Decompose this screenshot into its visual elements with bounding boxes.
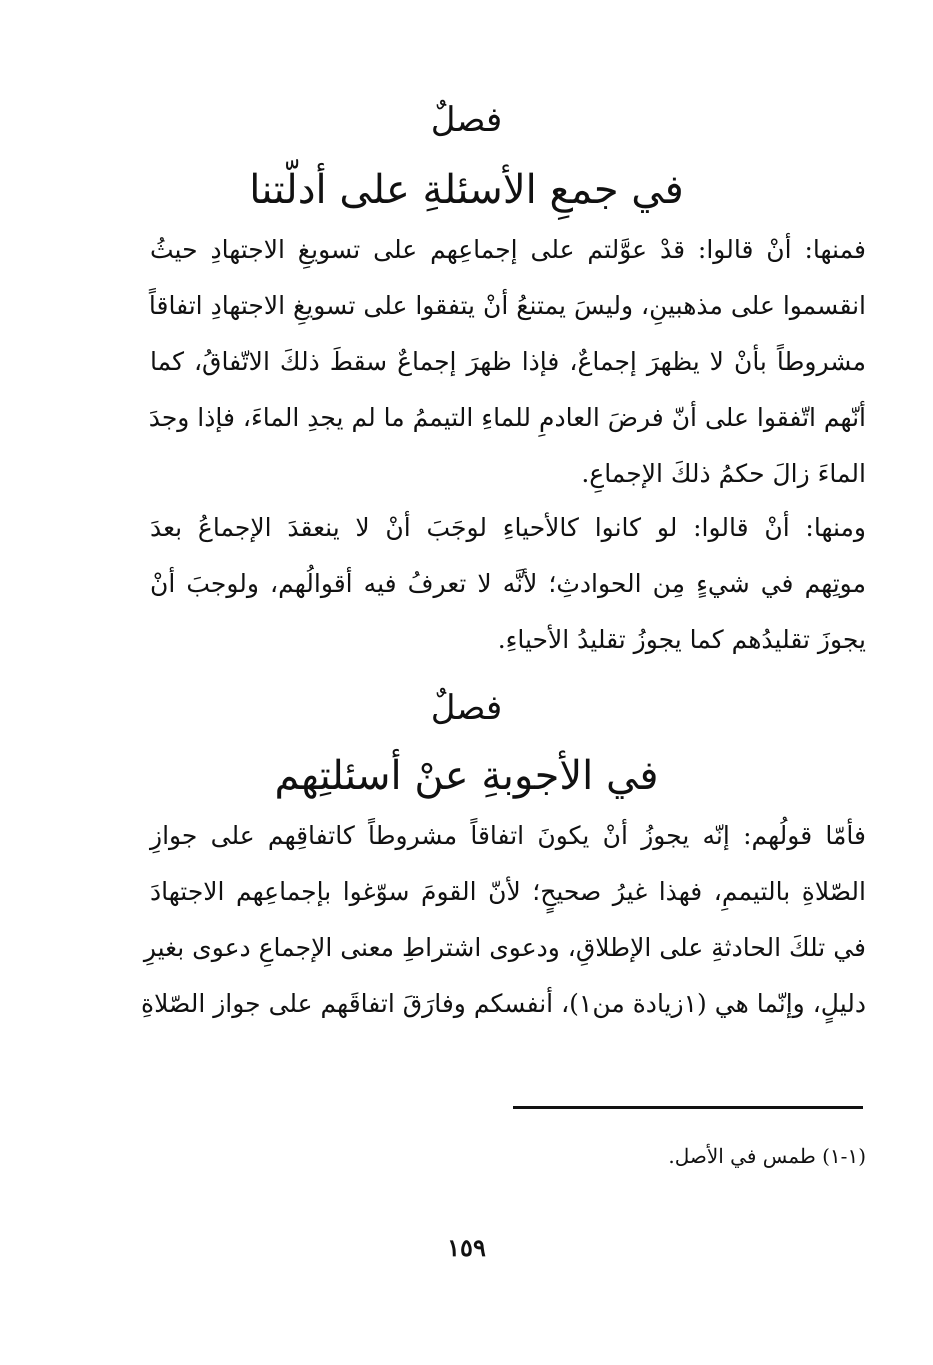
paragraph-2 — [150, 500, 866, 668]
paragraph-1-line-4: أنّهم اتّفقوا على أنّ فرضَ العادمِ للماءِ التيممُ ما لم يجدِ الماءَ، فإذا وجدَ — [148, 403, 866, 432]
paragraph-1-line-5: الماءَ زالَ حكمُ ذلكَ الإجماعِ. — [581, 459, 866, 488]
paragraph-1-line-1: فمنها: أنْ قالوا: قدْ عوَّلتم على إجماعِهم على تسويغِ الاجتهادِ حيثُ — [150, 235, 866, 264]
footnote-separator — [513, 1106, 863, 1109]
section-title-1: في جمعِ الأسئلةِ على أدلّتنا — [249, 167, 684, 213]
paragraph-2-line-2: موتِهم في شيءٍ مِن الحوادثِ؛ لأنَّه لا تعرفُ فيه أقوالُهم، ولوجبَ أنْ — [150, 569, 866, 598]
paragraph-1 — [150, 222, 866, 502]
paragraph-3-line-1: فأمّا قولُهم: إنّه يجوزُ أنْ يكونَ اتفاقاً مشروطاً كاتفاقِهم على جوازِ — [150, 821, 866, 850]
paragraph-2-line-3: يجوزَ تقليدُهم كما يجوزُ تقليدُ الأحياءِ. — [497, 625, 866, 654]
paragraph-2-line-1: ومنها: أنْ قالوا: لو كانوا كالأحياءِ لوجَبَ أنْ لا ينعقدَ الإجماعُ بعدَ — [150, 513, 866, 542]
paragraph-3 — [141, 808, 866, 1032]
paragraph-3-line-2: الصّلاةِ بالتيممِ، فهذا غيرُ صحيحٍ؛ لأنّ القومَ سوّغوا بإجماعِهم الاجتهادَ — [150, 877, 866, 906]
paragraph-1-line-2: انقسموا على مذهبينِ، وليسَ يمتنعُ أنْ يتفقوا على تسويغِ الاجتهادِ اتفاقاً — [148, 291, 866, 320]
paragraph-1-line-3: مشروطاً بأنْ لا يظهرَ إجماعٌ، فإذا ظهرَ إجماعٌ سقطَ ذلكَ الاتّفاقُ، كما — [150, 347, 866, 376]
section-title-2: في الأجوبةِ عنْ أسئلتِهم — [274, 753, 659, 799]
paragraph-3-line-4: دليلٍ، وإنّما هي (١زيادة من١)، أنفسكم وفارَقَ اتفاقَهم على جواز الصّلاةِ — [141, 989, 866, 1018]
footnote: (١-١) طمس في الأصل. — [668, 1144, 866, 1168]
section-heading-1: فصلٌ — [430, 100, 503, 140]
page-number: ١٥٩ — [447, 1233, 486, 1262]
paragraph-3-line-3: في تلكَ الحادثةِ على الإطلاقِ، ودعوى اشتراطِ معنى الإجماعِ دعوى بغيرِ — [143, 933, 866, 962]
section-heading-2: فصلٌ — [430, 688, 503, 728]
